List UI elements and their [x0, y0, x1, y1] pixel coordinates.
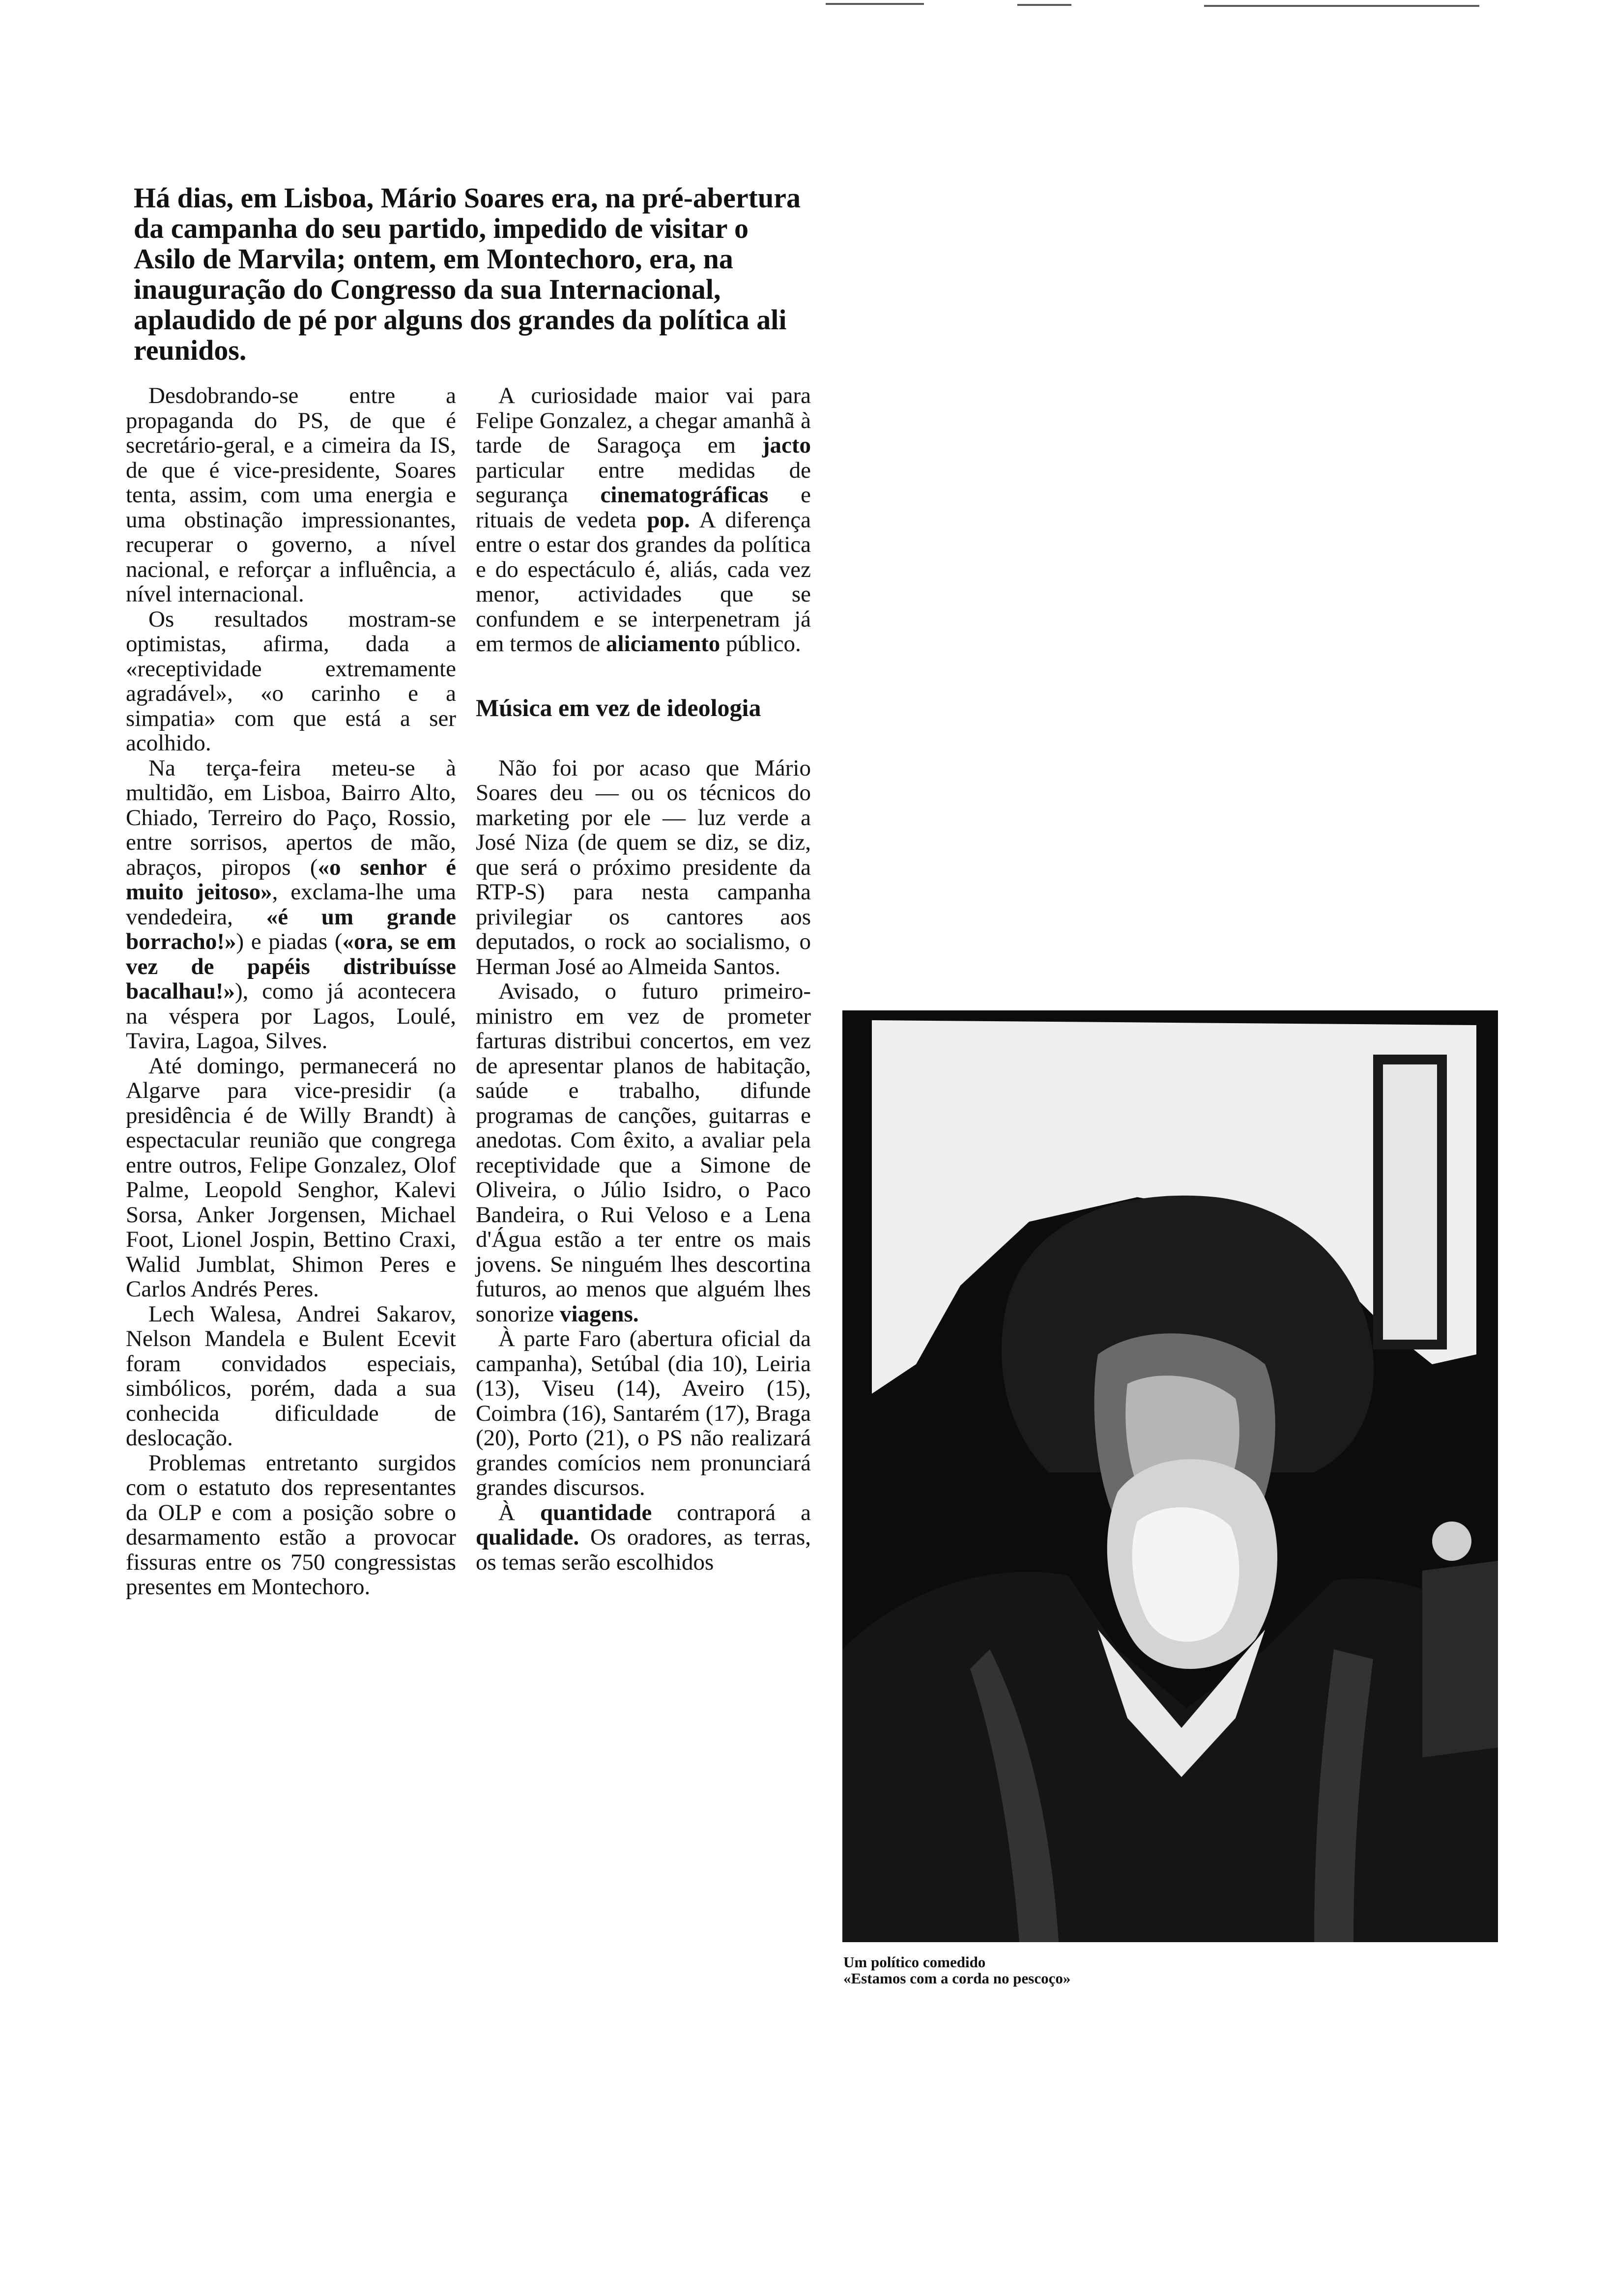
top-rule [1204, 5, 1479, 7]
paragraph: À parte Faro (abertura oficial da campanha), Setúbal (dia 10), Leiria (13), Viseu (14), Aveiro (15), Coimbra (16), Santarém (17), Braga (20), Porto (21), o PS não realizará grandes comícios nem pronunciará grandes discursos. [476, 1326, 811, 1500]
caption-title: Um político comedido [843, 1953, 986, 1971]
top-rule [826, 3, 924, 5]
paragraph: Avisado, o futuro primeiro-ministro em vez de prometer farturas distribui concertos, em vez de apresentar planos de habitação, saúde e trabalho, difunde programas de canções, guitarras e anedotas. Com êxito, a avaliar pela receptividade que a Simone de Oliveira, o Júlio Isidro, o Paco Bandeira, o Rui Veloso e a Lena d'Água estão a ter entre os mais jovens. Se ninguém lhes descortina futuros, ao menos que alguém lhes sonorize viagens. [476, 978, 811, 1327]
paragraph: Lech Walesa, Andrei Sakarov, Nelson Mandela e Bulent Ecevit foram convidados especiais, simbólicos, porém, dada a sua conhecida dificuldade de deslocação. [126, 1301, 456, 1451]
politician-photo [842, 1010, 1498, 1942]
caption-quote: «Estamos com a corda no pescoço» [843, 1970, 1071, 1987]
photo-caption [843, 1954, 1433, 1986]
article-lead: Há dias, em Lisboa, Mário Soares era, na pré-abertura da campanha do seu partido, impedido de visitar o Asilo de Marvila; ontem, em Montechoro, era, na inauguração do Congresso da sua Internacional, aplaudido de pé por alguns dos grandes da política ali reunidos. [134, 182, 801, 366]
article-column-2 [476, 383, 811, 1575]
paragraph: Os resultados mostram-se optimistas, afirma, dada a «receptividade extremamente agradável», «o carinho e a simpatia» com que está a ser acolhido. [126, 606, 456, 756]
paragraph: Até domingo, permanecerá no Algarve para vice-presidir (a presidência é de Willy Brandt) à espectacular reunião que congrega entre outros, Felipe Gonzalez, Olof Palme, Leopold Senghor, Kalevi Sorsa, Anker Jorgensen, Michael Foot, Lionel Jospin, Bettino Craxi, Walid Jumblat, Shimon Peres e Carlos Andrés Peres. [126, 1053, 456, 1302]
paragraph: Problemas entretanto surgidos com o estatuto dos representantes da OLP e com a posição sobre o desarmamento estão a provocar fissuras entre os 750 congressistas presentes em Montechoro. [126, 1450, 456, 1600]
article-column-1 [126, 383, 456, 1600]
paragraph: A curiosidade maior vai para Felipe Gonzalez, a chegar amanhã à tarde de Saragoça em jacto particular entre medidas de segurança cinematográficas e rituais de vedeta pop. A diferença entre o estar dos grandes da política e do espectáculo é, aliás, cada vez menor, actividades que se confundem e se interpenetram já em termos de aliciamento público. [476, 383, 811, 657]
paragraph: À quantidade contraporá a qualidade. Os oradores, as terras, os temas serão escolhidos [476, 1499, 811, 1575]
subheading: Música em vez de ideologia [476, 693, 761, 721]
top-rule [1017, 4, 1071, 6]
paragraph: Desdobrando-se entre a propaganda do PS, de que é secretário-geral, e a cimeira da IS, de que é vice-presidente, Soares tenta, assim, com uma energia e uma obstinação impressionantes, recuperar o governo, a nível nacional, e reforçar a influência, a nível internacional. [126, 383, 456, 607]
paragraph: Não foi por acaso que Mário Soares deu — ou os técnicos do marketing por ele — luz verde a José Niza (de quem se diz, se diz, que será o próximo presidente da RTP-S) para nesta campanha privilegiar os cantores aos deputados, o rock ao socialismo, o Herman José ao Almeida Santos. [476, 755, 811, 979]
paragraph: Na terça-feira meteu-se à multidão, em Lisboa, Bairro Alto, Chiado, Terreiro do Paço, Rossio, entre sorrisos, apertos de mão, abraços, piropos («o senhor é muito jeitoso», exclama-lhe uma vendedeira, «é um grande borracho!») e piadas («ora, se em vez de papéis distribuísse bacalhau!»), como já acontecera na véspera por Lagos, Loulé, Tavira, Lagoa, Silves. [126, 755, 456, 1054]
